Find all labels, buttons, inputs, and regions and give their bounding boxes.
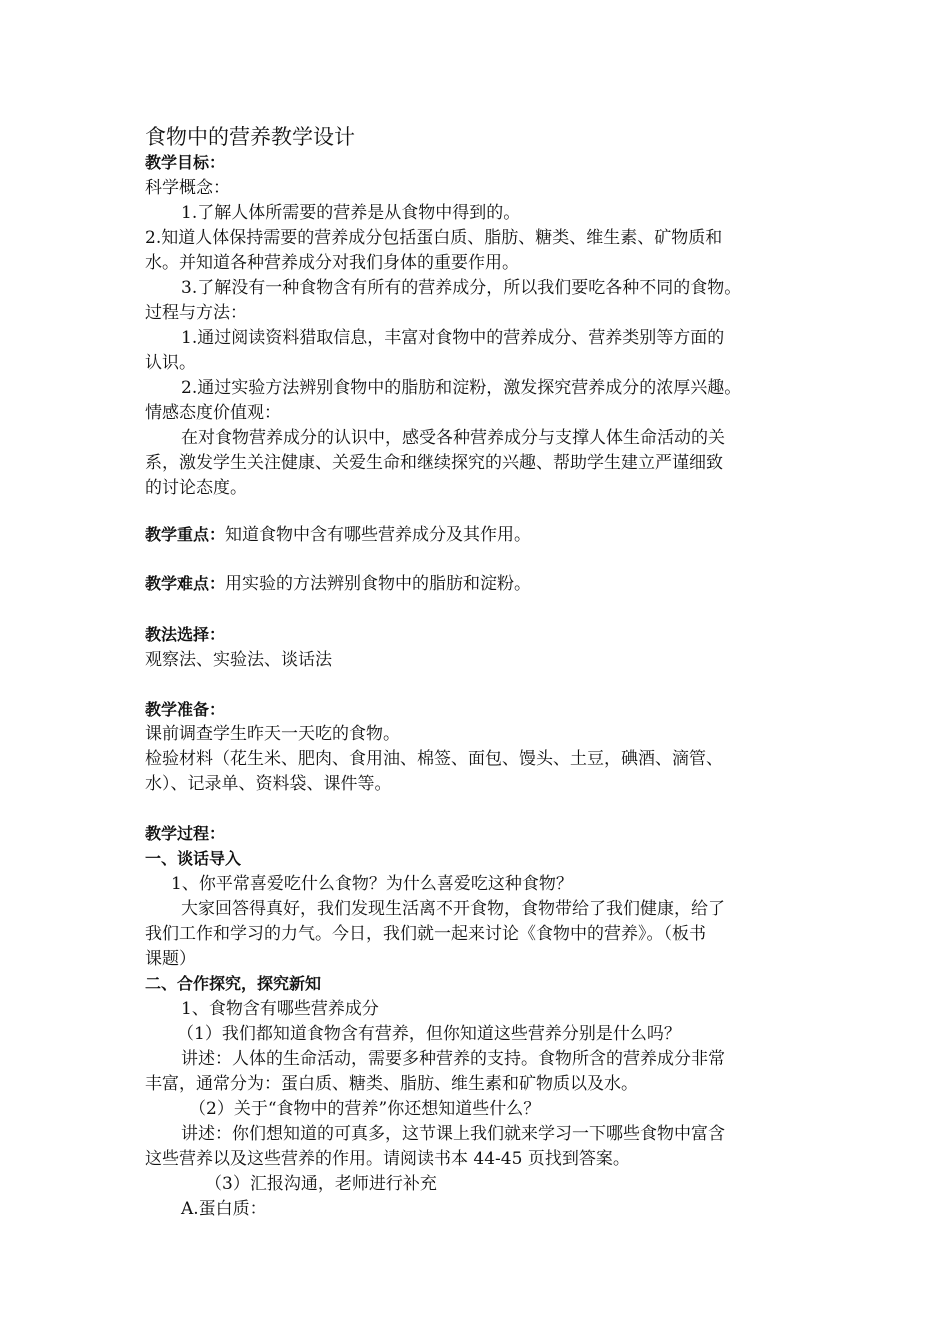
- paragraph-line: 课前调查学生昨天一天吃的食物。: [145, 724, 400, 744]
- paragraph-line: 水）、记录单、资料袋、课件等。: [145, 774, 392, 794]
- section-heading-explore: 二、合作探究，探究新知: [145, 974, 322, 993]
- paragraph-line: 1.了解人体所需要的营养是从食物中得到的。: [181, 203, 521, 223]
- subheading-process-methods: 过程与方法：: [145, 303, 247, 323]
- paragraph-line: 2.通过实验方法辨别食物中的脂肪和淀粉，激发探究营养成分的浓厚兴趣。: [181, 378, 742, 398]
- paragraph-line: 在对食物营养成分的认识中，感受各种营养成分与支撑人体生命活动的关: [181, 428, 725, 448]
- heading-objectives: 教学目标：: [145, 153, 226, 172]
- subheading-attitudes: 情感态度价值观：: [145, 403, 281, 423]
- paragraph-line: 课题）: [145, 949, 196, 969]
- paragraph-line: 我们工作和学习的力气。今日，我们就一起来讨论《食物中的营养》。（板书: [145, 924, 706, 944]
- section-heading-intro: 一、谈话导入: [145, 849, 242, 868]
- paragraph-line: 1、你平常喜爱吃什么食物？为什么喜爱吃这种食物？: [171, 874, 573, 894]
- subheading-concepts: 科学概念：: [145, 178, 230, 198]
- paragraph-line: 大家回答得真好，我们发现生活离不开食物，食物带给了我们健康，给了: [181, 899, 725, 919]
- heading-key-points: 教学重点：: [145, 525, 226, 544]
- paragraph-line: 观察法、实验法、谈话法: [145, 650, 332, 670]
- paragraph-line: 的讨论态度。: [145, 478, 247, 498]
- paragraph-line: 系，激发学生关注健康、关爱生命和继续探究的兴趣、帮助学生建立严谨细致: [145, 453, 723, 473]
- heading-process: 教学过程：: [145, 824, 226, 843]
- paragraph-line: （3）汇报沟通，老师进行补充: [205, 1174, 437, 1194]
- document-title: 食物中的营养教学设计: [145, 125, 355, 149]
- paragraph-line: 讲述：你们想知道的可真多，这节课上我们就来学习一下哪些食物中富含: [181, 1124, 725, 1144]
- paragraph-line: 这些营养以及这些营养的作用。请阅读书本 44-45 页找到答案。: [145, 1149, 630, 1169]
- paragraph-line: 3.了解没有一种食物含有所有的营养成分，所以我们要吃各种不同的食物。: [181, 278, 742, 298]
- paragraph-line: （1）我们都知道食物含有营养，但你知道这些营养分别是什么吗？: [177, 1024, 681, 1044]
- paragraph-line: 讲述：人体的生命活动，需要多种营养的支持。食物所含的营养成分非常: [181, 1049, 725, 1069]
- key-points-text: 知道食物中含有哪些营养成分及其作用。: [225, 525, 532, 545]
- paragraph-line: 丰富，通常分为：蛋白质、糖类、脂肪、维生素和矿物质以及水。: [145, 1074, 638, 1094]
- heading-difficulty: 教学难点：: [145, 574, 226, 593]
- paragraph-line: （2）关于“食物中的营养”你还想知道些什么？: [189, 1099, 541, 1119]
- heading-preparation: 教学准备：: [145, 700, 226, 719]
- paragraph-line: 1.通过阅读资料猎取信息，丰富对食物中的营养成分、营养类别等方面的: [181, 328, 725, 348]
- paragraph-line: 检验材料（花生米、肥肉、食用油、棉签、面包、馒头、土豆，碘酒、滴管、: [145, 749, 723, 769]
- paragraph-line: A.蛋白质：: [181, 1199, 267, 1219]
- paragraph-line: 2.知道人体保持需要的营养成分包括蛋白质、脂肪、糖类、维生素、矿物质和: [145, 228, 723, 248]
- key-points-row: [145, 523, 815, 547]
- paragraph-line: 1、食物含有哪些营养成分: [181, 999, 379, 1019]
- difficulty-row: [145, 572, 815, 596]
- difficulty-text: 用实验的方法辨别食物中的脂肪和淀粉。: [225, 574, 532, 594]
- heading-methods: 教法选择：: [145, 625, 226, 644]
- paragraph-line: 水。并知道各种营养成分对我们身体的重要作用。: [145, 253, 519, 273]
- paragraph-line: 认识。: [145, 353, 196, 373]
